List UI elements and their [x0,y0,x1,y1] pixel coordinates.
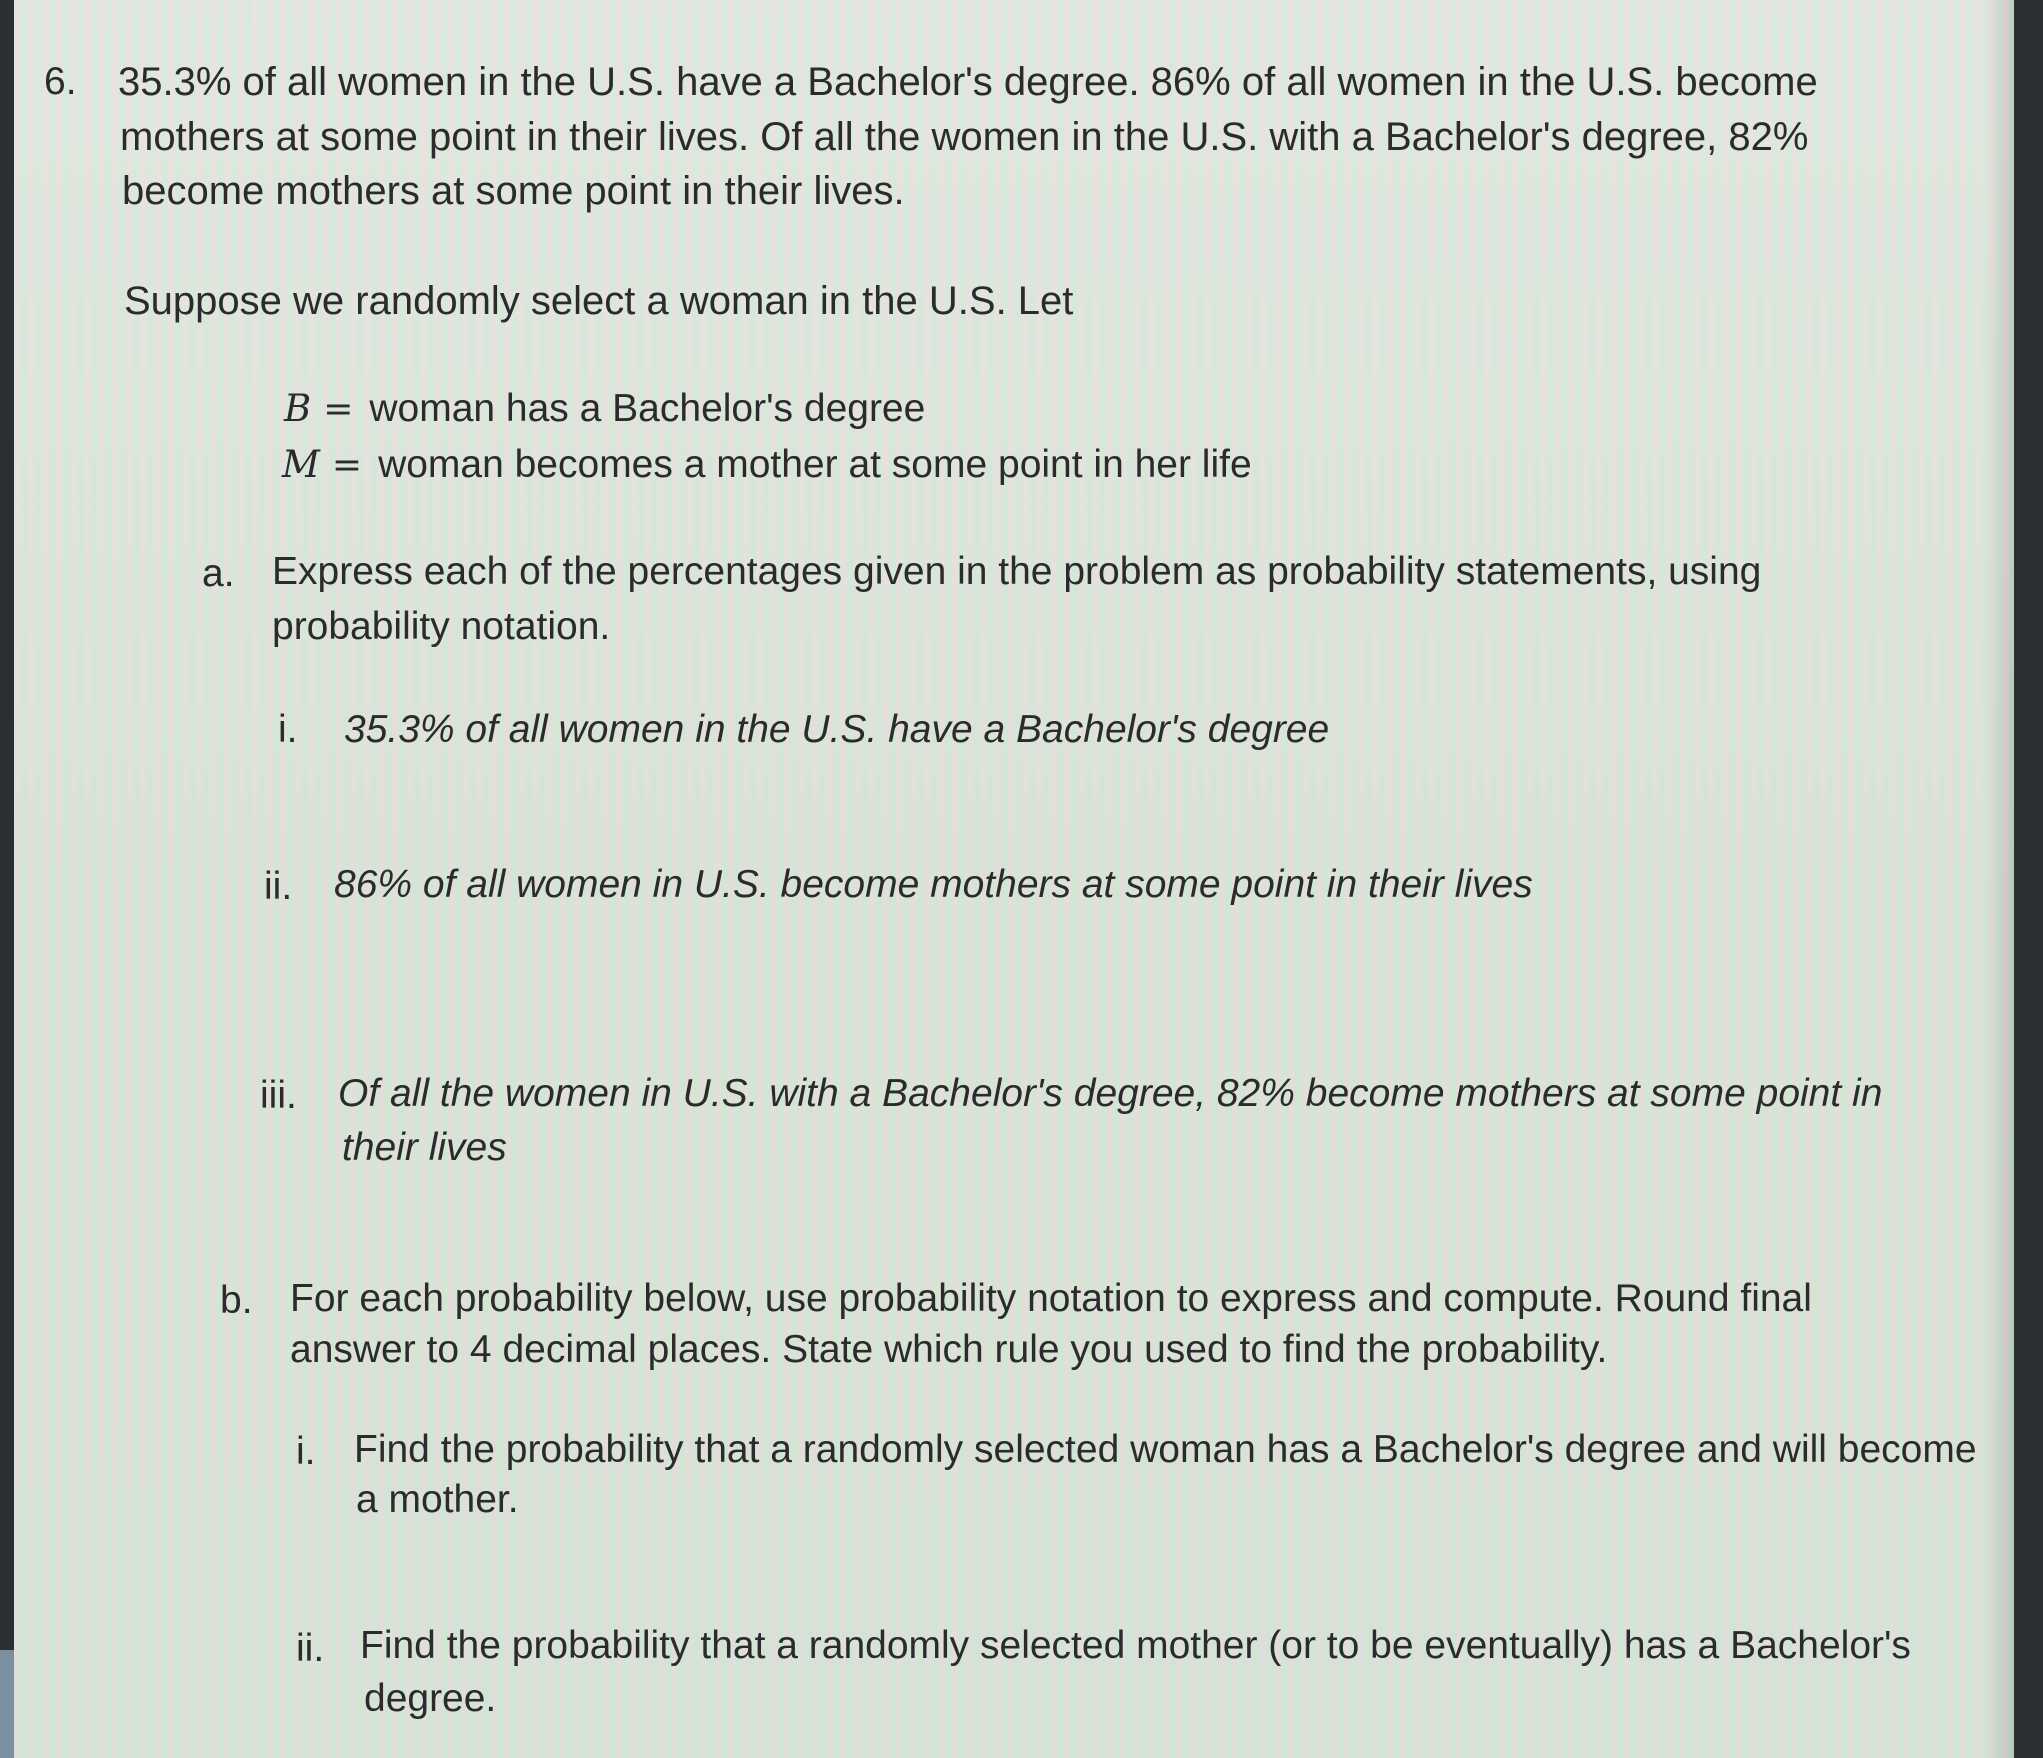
part-b-item-2-line-2: degree. [364,1677,497,1720]
monitor-edge [0,1650,14,1758]
screen-right-shadow [1984,0,2014,1758]
part-a-item-2-text: 86% of all women in U.S. become mothers at some point in their lives [334,863,1533,906]
part-b-line-2: answer to 4 decimal places. State which rule you used to find the probability. [290,1328,1608,1371]
part-b-line-1: For each probability below, use probability notation to express and compute. Round final [290,1277,1812,1320]
definition-b-equals: = [323,389,354,430]
part-a-item-1-label: i. [278,708,298,751]
part-a-item-1-text: 35.3% of all women in the U.S. have a Bachelor's degree [344,708,1330,751]
problem-intro-line-1: 35.3% of all women in the U.S. have a Bachelor's degree. 86% of all women in the U.S. become [118,60,1818,104]
part-a-item-2-label: ii. [264,865,293,908]
part-a-label: a. [202,552,235,595]
definition-m-symbol: M [282,443,320,486]
worksheet-screen [14,0,2014,1758]
part-b-item-1-label: i. [296,1430,316,1473]
part-a-item-3-label: iii. [260,1074,297,1117]
definition-m-text: woman becomes a mother at some point in her life [378,443,1252,486]
problem-intro-line-3: become mothers at some point in their lives. [122,169,905,213]
part-b-label: b. [220,1279,253,1322]
definition-b-symbol: B [284,387,312,430]
definition-m [282,438,1252,493]
definition-b-text: woman has a Bachelor's degree [369,387,926,430]
definition-m-equals: = [331,445,363,486]
part-b-item-1-line-1: Find the probability that a randomly selected woman has a Bachelor's degree and will become [354,1428,1977,1471]
part-a-line-1: Express each of the percentages given in the problem as probability statements, using [272,550,1762,593]
problem-intro-line-2: mothers at some point in their lives. Of all the women in the U.S. with a Bachelor's degree, 82% [120,115,1809,159]
suppose-statement: Suppose we randomly select a woman in the U.S. Let [124,279,1074,323]
definition-b [284,382,925,437]
part-b-item-2-label: ii. [296,1627,325,1670]
part-b-item-2-line-1: Find the probability that a randomly selected mother (or to be eventually) has a Bachelor's [360,1624,1911,1667]
part-a-item-3-line-1: Of all the women in U.S. with a Bachelor's degree, 82% become mothers at some point in [338,1072,1883,1115]
part-b-item-1-line-2: a mother. [356,1478,519,1521]
problem-number: 6. [44,60,77,103]
part-a-line-2: probability notation. [272,605,611,648]
part-a-item-3-line-2: their lives [342,1126,507,1169]
